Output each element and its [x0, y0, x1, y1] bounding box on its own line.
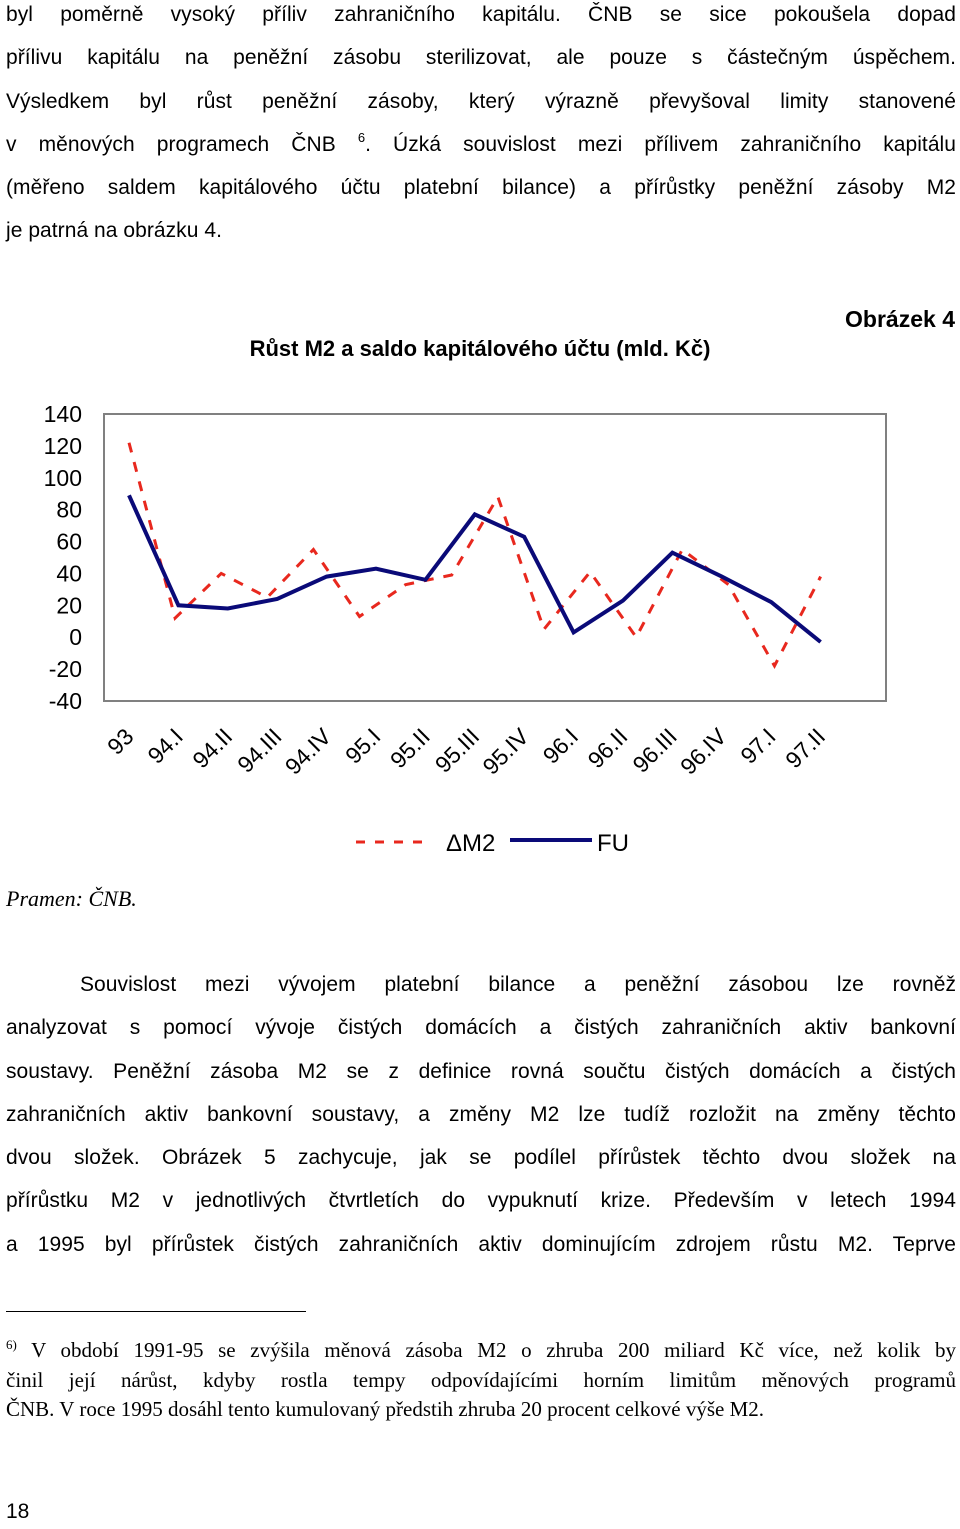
footnote-line: činil její nárůst, kdyby rostla tempy odpovídajícími horním limitům měnových programů: [6, 1367, 956, 1392]
footnote-line: ČNB. V roce 1995 dosáhl tento kumulovaný předstih zhruba 20 procent celkové výše M2.: [6, 1397, 764, 1421]
y-tick-label: 20: [56, 592, 82, 619]
figure-label: Obrázek 4: [845, 306, 955, 332]
page-number: 18: [6, 1500, 30, 1523]
text-fragment: v měnových programech ČNB: [6, 132, 358, 156]
text-fragment: V období 1991-95 se zvýšila měnová zásoba M2 o zhruba 200 miliard Kč více, než kolik by: [16, 1338, 956, 1362]
y-tick-label: -40: [48, 688, 82, 714]
footnote-marker: 6): [6, 1337, 17, 1352]
y-tick-label: 120: [43, 432, 82, 459]
x-tick-label: 97.I: [735, 723, 781, 769]
text-line: Výsledkem byl růst peněžní zásoby, který výrazně převyšoval limity stanovené: [6, 89, 956, 113]
x-tick-label: 97.II: [780, 723, 831, 774]
x-tick-label: 95.IV: [477, 723, 534, 780]
series-layer: [129, 443, 821, 666]
text-line: dvou složek. Obrázek 5 zachycuje, jak se podílel přírůstek těchto dvou složek na: [6, 1146, 956, 1170]
x-tick-label: 94.III: [232, 723, 287, 778]
text-fragment: . Úzká souvislost mezi přílivem zahraničního kapitálu: [365, 132, 956, 156]
series-line-dm2: [129, 443, 821, 666]
y-tick-label: 140: [43, 401, 82, 427]
footnote: [6, 1336, 956, 1425]
x-tick-label: 95.III: [429, 723, 485, 778]
x-axis: [102, 723, 830, 780]
y-tick-label: 80: [56, 496, 82, 523]
x-tick-label: 93: [102, 723, 139, 760]
footnote-ref: 6: [357, 129, 366, 145]
footnote-divider: [6, 1311, 306, 1312]
legend: [356, 830, 629, 857]
x-tick-label: 95.I: [340, 723, 386, 769]
series-line-fu: [129, 495, 821, 642]
chart-title: Růst M2 a saldo kapitálového účtu (mld. Kč): [249, 336, 711, 361]
footnote-line: [6, 1336, 956, 1366]
text-line: přílivu kapitálu na peněžní zásobu sterilizovat, ale pouze s částečným úspěchem.: [6, 46, 956, 70]
legend-label-dm2: ΔM2: [446, 830, 496, 857]
x-tick-label: 95.II: [384, 723, 435, 774]
plot-area: [104, 414, 886, 701]
y-tick-label: 0: [69, 624, 82, 651]
text-line: byl poměrně vysoký příliv zahraničního kapitálu. ČNB se sice pokoušela dopad: [6, 3, 956, 26]
text-line: přírůstku M2 v jednotlivých čtvrtletích do vypuknutí krize. Především v letech 1994: [6, 1189, 956, 1213]
intro-paragraph: [6, 0, 956, 253]
y-tick-label: -20: [48, 656, 82, 683]
text-line: analyzovat s pomocí vývoje čistých domácích a čistých zahraničních aktiv bankovní: [6, 1016, 956, 1040]
x-tick-label: 96.II: [582, 723, 633, 774]
text-line: je patrná na obrázku 4.: [6, 219, 222, 243]
legend-label-fu: FU: [597, 830, 629, 857]
text-line: [6, 123, 956, 166]
text-line: zahraničních aktiv bankovní soustavy, a změny M2 lze tudíž rozložit na změny těchto: [6, 1102, 956, 1126]
figure-source: Pramen: ČNB.: [6, 886, 137, 911]
y-tick-label: 60: [56, 528, 82, 555]
x-tick-label: 96.IV: [674, 723, 732, 780]
y-tick-label: 100: [43, 464, 82, 491]
text-line: soustavy. Peněžní zásoba M2 se z definice rovná součtu čistých domácích a čistých: [6, 1059, 956, 1083]
x-tick-label: 96.III: [627, 723, 682, 778]
y-axis: [44, 401, 82, 714]
x-tick-label: 96.I: [537, 723, 584, 769]
x-tick-label: 94.I: [142, 723, 188, 769]
x-tick-label: 94.IV: [279, 723, 337, 780]
text-line: a 1995 byl přírůstek čistých zahraničních aktiv dominujícím zdrojem růstu M2. Teprve: [6, 1232, 956, 1256]
text-line: Souvislost mezi vývojem platební bilance a peněžní zásobou lze rovněž: [80, 973, 956, 996]
text-line: (měřeno saldem kapitálového účtu platební bilance) a přírůstky peněžní zásoby M2: [6, 176, 956, 200]
figure-4-chart: [0, 290, 960, 870]
body-paragraph: [6, 963, 956, 1266]
x-tick-label: 94.II: [187, 723, 238, 774]
y-tick-label: 40: [56, 560, 82, 587]
